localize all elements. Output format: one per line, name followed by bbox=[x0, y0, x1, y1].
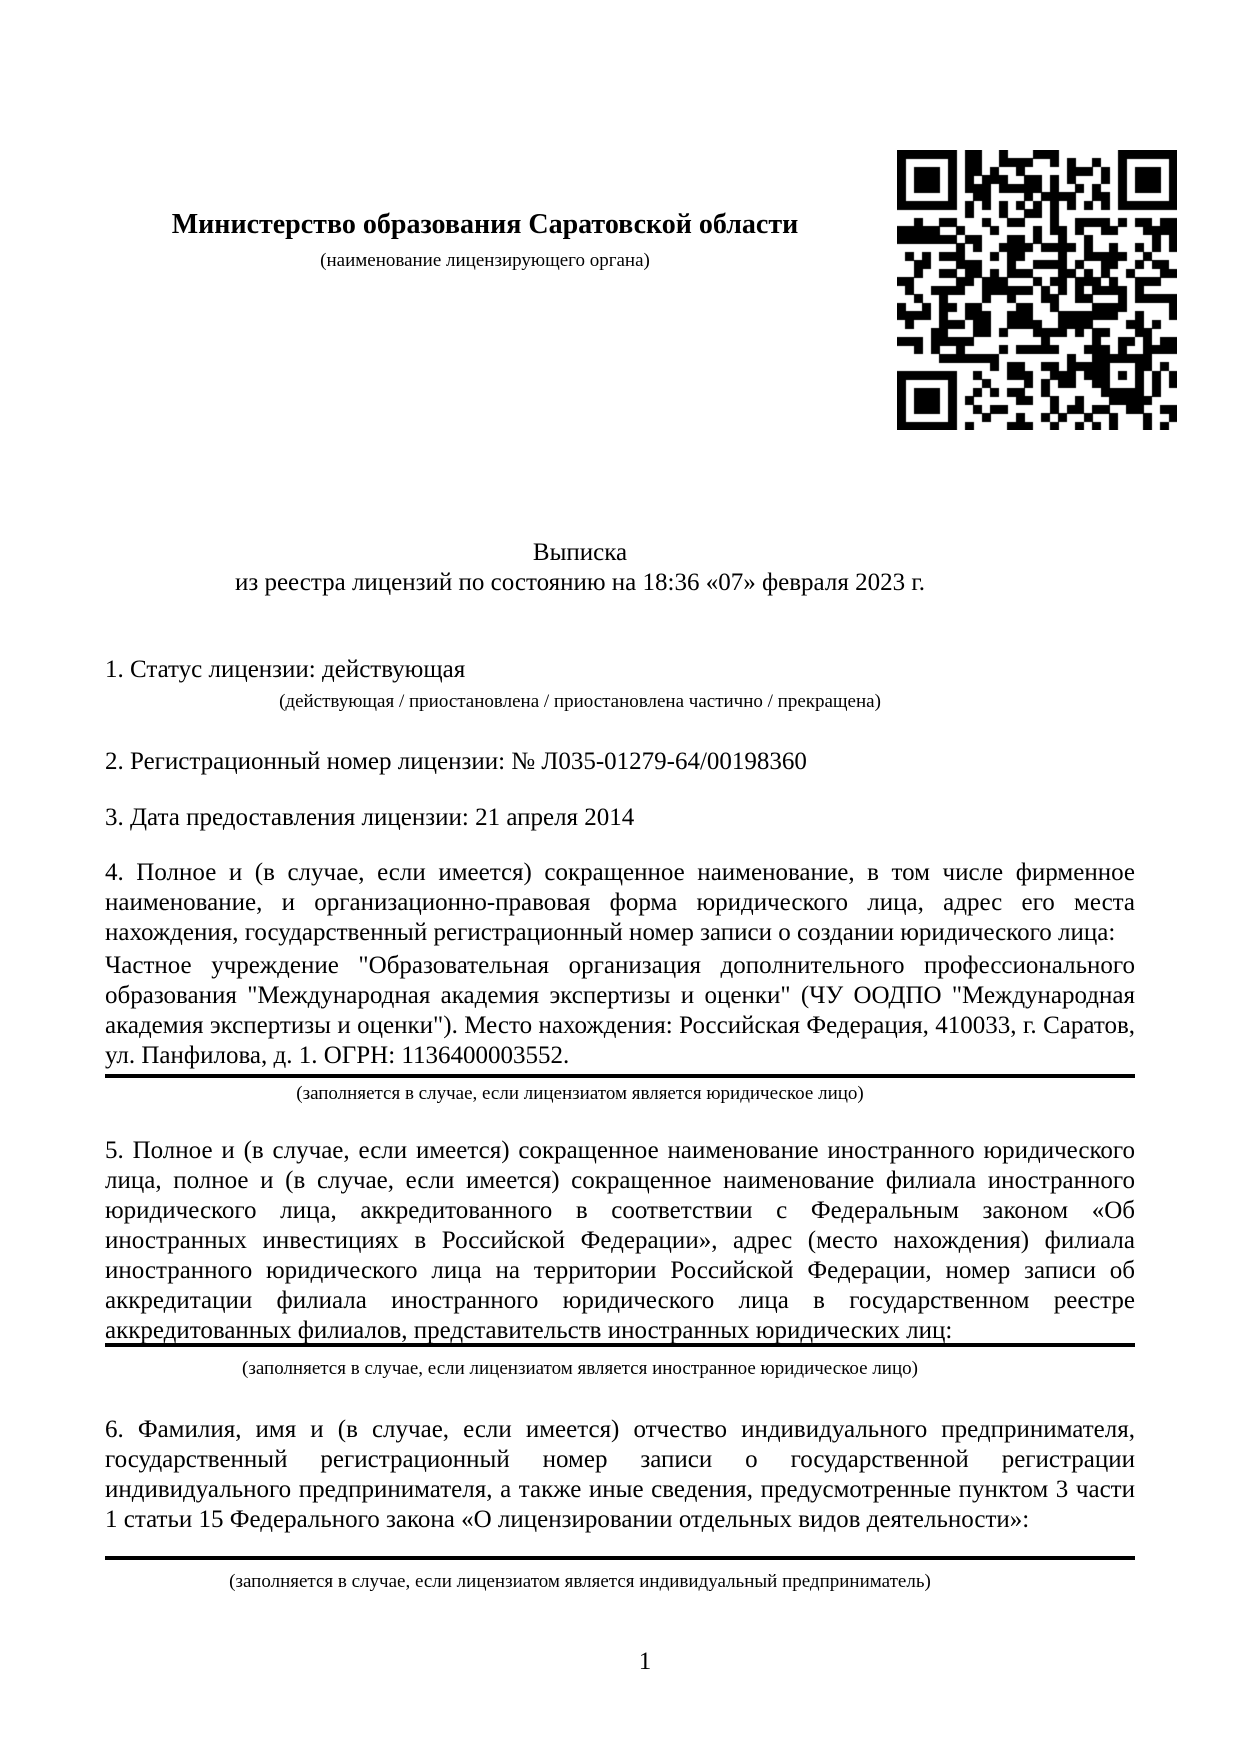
item-4-legal-entity-section bbox=[105, 858, 1135, 1078]
document-title-line1: Выписка bbox=[532, 539, 628, 566]
document-title bbox=[105, 538, 1055, 598]
item-5-foreign-entity-section: 5. Полное и (в случае, если имеется) сокращенное наименование иностранного юридического лица, полное и (в случае, если имеется) сокращенное наименование филиала иностранного юридического лица, аккредитованного в соответствии с Федеральным законом «Об иностранных инвестициях в Российской Федерации», адрес (место нахождения) филиала иностранного юридического лица на территории Российской Федерации, номер записи об аккредитации филиала иностранного юридического лица в государственном реестре аккредитованных филиалов, представительств иностранных юридических лиц: bbox=[105, 1137, 1135, 1344]
item-4-caption: (заполняется в случае, если лицензиатом является юридическое лицо) bbox=[296, 1083, 864, 1104]
item-2-registration-number: 2. Регистрационный номер лицензии: № Л035-01279-64/00198360 bbox=[105, 748, 807, 775]
page-number: 1 bbox=[638, 1648, 652, 1675]
item-5-fill-line bbox=[105, 1343, 1135, 1347]
item-4-value: Частное учреждение "Образовательная организация дополнительного профессионального образования "Международная академия экспертизы и оценки" (ЧУ ООДПО "Международная академия экспертизы и оценки"). Место нахождения: Российская Федерация, 410033, г. Саратов, ул. Панфилова, д. 1. ОГРН: 1136400003552. bbox=[105, 951, 1135, 1078]
document-title-line2: из реестра лицензий по состоянию на 18:36 «07» февраля 2023 г. bbox=[234, 569, 926, 596]
item-5-caption: (заполняется в случае, если лицензиатом является иностранное юридическое лицо) bbox=[242, 1358, 918, 1379]
licensing-authority-caption: (наименование лицензирующего органа) bbox=[320, 250, 650, 271]
item-1-license-status: 1. Статус лицензии: действующая bbox=[105, 656, 466, 683]
item-6-fill-line bbox=[105, 1556, 1135, 1560]
item-1-caption: (действующая / приостановлена / приостановлена частично / прекращена) bbox=[279, 691, 881, 712]
item-6-individual-entrepreneur-section: 6. Фамилия, имя и (в случае, если имеется) отчество индивидуального предпринимателя, государственный регистрационный номер записи о государственной регистрации индивидуального предпринимателя, а также иные сведения, предусмотренные пунктом 3 части 1 статьи 15 Федерального закона «О лицензировании отдельных видов деятельности»: bbox=[105, 1416, 1135, 1533]
licensing-authority-name: Министерство образования Саратовской области bbox=[171, 209, 799, 240]
item-6-caption: (заполняется в случае, если лицензиатом является индивидуальный предприниматель) bbox=[229, 1571, 931, 1592]
item-4-text: 4. Полное и (в случае, если имеется) сокращенное наименование, в том числе фирменное наименование, и организационно-правовая форма юридического лица, адрес его места нахождения, государственный регистрационный номер записи о создании юридического лица: bbox=[105, 859, 1135, 946]
licensing-authority-header bbox=[135, 205, 835, 272]
qr-code bbox=[897, 150, 1177, 430]
item-3-grant-date: 3. Дата предоставления лицензии: 21 апреля 2014 bbox=[105, 804, 635, 831]
